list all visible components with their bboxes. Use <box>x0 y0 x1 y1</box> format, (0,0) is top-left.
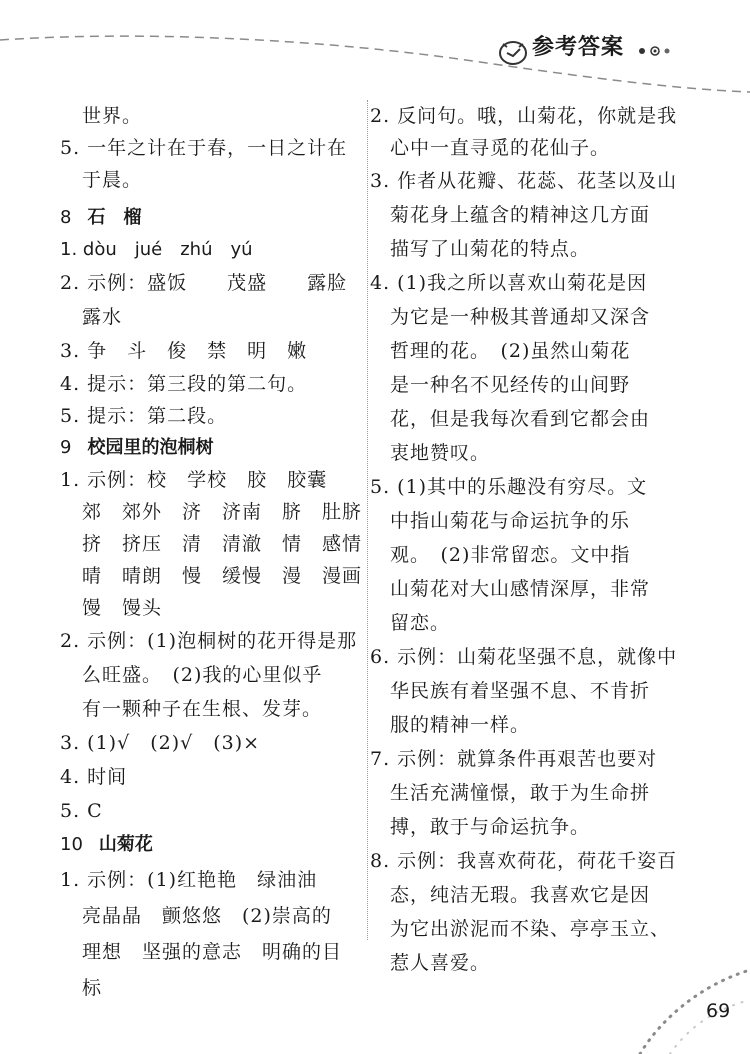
answer-line: 3. 争 斗 俊 禁 明 嫩 <box>60 340 308 362</box>
clock-icon <box>497 36 529 68</box>
answer-line: 2. 示例：(1)泡桐树的花开得是那 <box>60 630 358 652</box>
answer-line: 描写了山菊花的特点。 <box>390 238 591 260</box>
answer-line: 搏，敢于与命运抗争。 <box>390 816 591 838</box>
answer-line: 晴 晴朗 慢 缓慢 漫 漫画 <box>82 565 363 587</box>
left-column <box>60 100 365 1006</box>
answer-line: 心中一直寻觅的花仙子。 <box>390 137 611 159</box>
answer-line: 4. 提示：第三段的第二句。 <box>60 373 308 395</box>
section-number: 9 <box>60 437 72 458</box>
answer-line: 1. 示例：校 学校 胶 胶囊 <box>60 469 328 491</box>
right-column <box>370 100 700 980</box>
answer-line: 衷地赞叹。 <box>390 442 491 464</box>
answer-line: 3. 作者从花瓣、花蕊、花茎以及山 <box>370 170 678 192</box>
answer-line: 理想 坚强的意志 明确的目 <box>82 941 343 963</box>
answer-line: 4. (1)我之所以喜欢山菊花是因 <box>370 272 648 294</box>
answer-line: 7. 示例：就算条件再艰苦也要对 <box>370 748 658 770</box>
answer-line: 惹人喜爱。 <box>390 952 491 974</box>
answer-line: 5. C <box>60 800 103 822</box>
section-heading <box>60 828 365 862</box>
answer-line: 亮晶晶 颤悠悠 (2)崇高的 <box>82 905 332 927</box>
section-number: 10 <box>60 834 83 855</box>
answer-line: 3. (1)√ (2)√ (3)× <box>60 732 261 754</box>
section-title: 石 榴 <box>87 207 142 228</box>
answer-line: 么旺盛。 (2)我的心里似乎 <box>82 664 323 686</box>
header-title: 参考答案 <box>532 35 625 60</box>
answer-line: 留恋。 <box>390 612 451 634</box>
answer-line: 花，但是我每次看到它都会由 <box>390 408 651 430</box>
answer-line: 1. dòu jué zhú yú <box>60 239 253 260</box>
answer-line: 服的精神一样。 <box>390 714 531 736</box>
answer-line: 是一种名不见经传的山间野 <box>390 374 631 396</box>
answer-line: 菊花身上蕴含的精神这几方面 <box>390 204 651 226</box>
answer-line: 2. 反问句。哦，山菊花，你就是我 <box>370 105 678 127</box>
answer-line: 哲理的花。 (2)虽然山菊花 <box>390 340 631 362</box>
answer-line: 5. 一年之计在于春，一日之计在 <box>60 137 348 159</box>
section-number: 8 <box>60 207 72 228</box>
section-heading <box>60 202 365 234</box>
page-number: 69 <box>706 1000 731 1022</box>
section-title: 校园里的泡桐树 <box>87 437 214 458</box>
answer-line: 世界。 <box>82 105 143 127</box>
answer-line: 6. 示例：山菊花坚强不息，就像中 <box>370 646 678 668</box>
section-title: 山菊花 <box>98 834 153 855</box>
answer-line: 郊 郊外 济 济南 脐 肚脐 <box>82 501 363 523</box>
answer-line: 挤 挤压 清 清澈 情 感情 <box>82 533 363 555</box>
answer-line: 中指山菊花与命运抗争的乐 <box>390 510 631 532</box>
answer-line: 5. 提示：第二段。 <box>60 405 228 427</box>
answer-line: 标 <box>82 977 103 999</box>
answer-line: 为它出淤泥而不染、亭亭玉立、 <box>390 918 671 940</box>
answer-line: 馒 馒头 <box>82 597 163 619</box>
answer-line: 4. 时间 <box>60 766 128 788</box>
answer-line: 生活充满憧憬，敢于为生命拼 <box>390 782 651 804</box>
answer-line: 于晨。 <box>82 169 143 191</box>
answer-line: 1. 示例：(1)红艳艳 绿油油 <box>60 869 318 891</box>
answer-line: 山菊花对大山感情深厚，非常 <box>390 578 651 600</box>
answer-line: 华民族有着坚强不息、不肯折 <box>390 680 651 702</box>
answer-line: 观。 (2)非常留恋。文中指 <box>390 544 631 566</box>
answer-line: 为它是一种极其普通却又深含 <box>390 306 651 328</box>
answer-line: 露水 <box>82 306 123 328</box>
decorative-dots-icon <box>638 45 672 57</box>
answer-line: 5. (1)其中的乐趣没有穷尽。文 <box>370 476 648 498</box>
answer-line: 态，纯洁无瑕。我喜欢它是因 <box>390 884 651 906</box>
answer-line: 8. 示例：我喜欢荷花，荷花千姿百 <box>370 850 678 872</box>
section-heading <box>60 432 365 464</box>
column-divider <box>367 100 368 940</box>
answer-line: 2. 示例：盛饭 茂盛 露脸 <box>60 272 348 294</box>
answer-line: 有一颗种子在生根、发芽。 <box>82 698 323 720</box>
